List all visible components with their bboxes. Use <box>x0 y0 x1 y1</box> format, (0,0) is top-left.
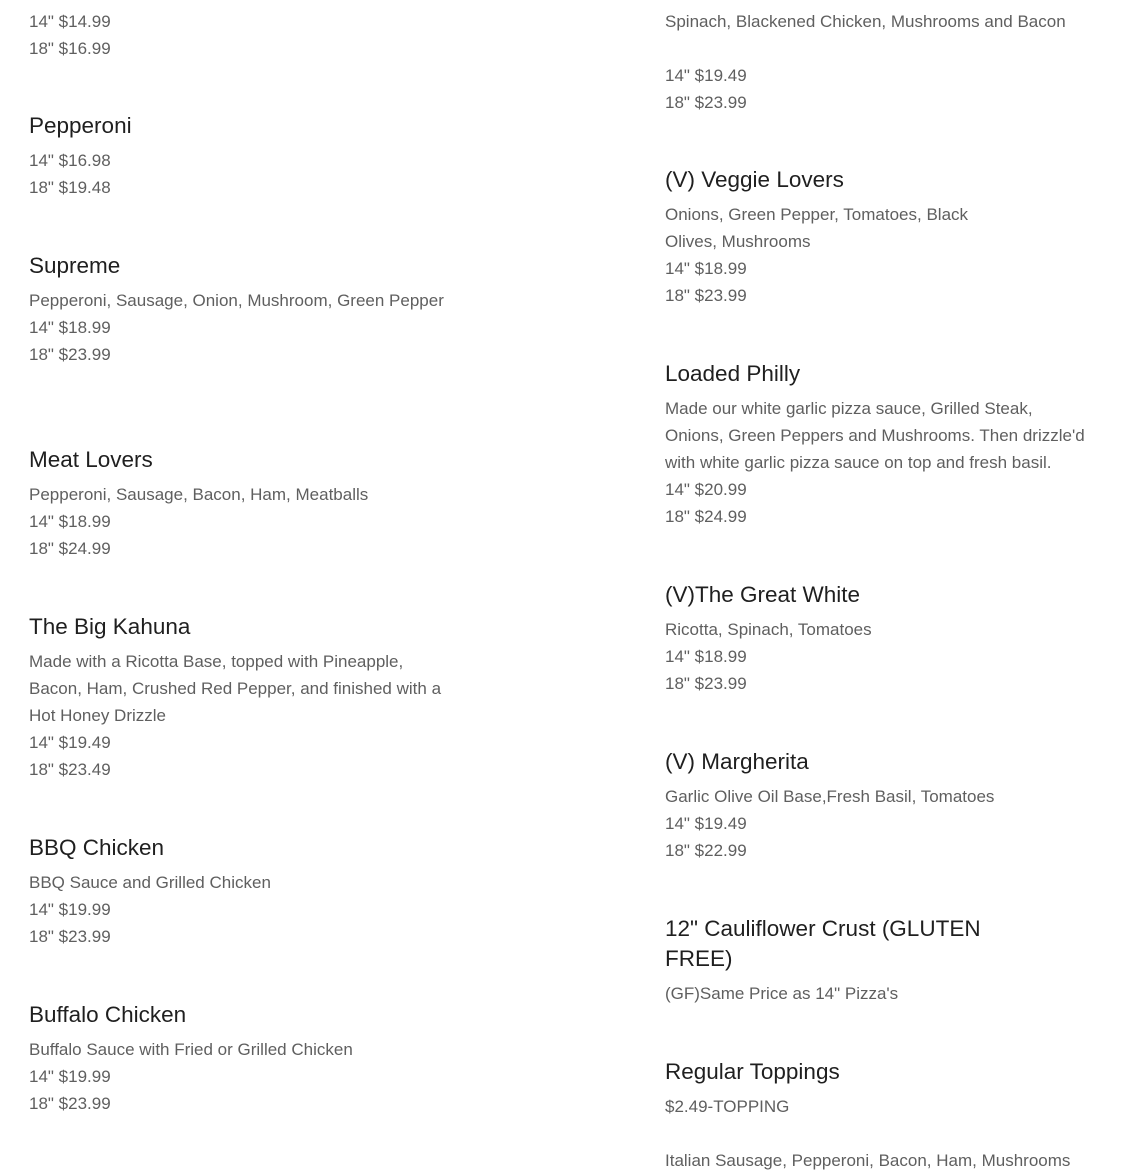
menu-item-title: Loaded Philly <box>665 361 801 386</box>
menu-item-meat-lovers <box>29 445 469 562</box>
description-line: Onions, Green Pepper, Tomatoes, Black <box>665 205 969 224</box>
price-line: 14" $19.49 <box>665 814 747 833</box>
price-line: 14" $19.99 <box>29 900 111 919</box>
price-line: 18" $23.99 <box>665 674 747 693</box>
description-line: Pepperoni, Sausage, Bacon, Ham, Meatballs <box>29 485 369 504</box>
menu-item-title: Meat Lovers <box>29 447 153 472</box>
price-line: 18" $22.99 <box>665 841 747 860</box>
menu-item-bbq-chicken <box>29 833 469 950</box>
price-line: 14" $19.99 <box>29 1067 111 1086</box>
price-line: 18" $19.48 <box>29 178 111 197</box>
price-line: 14" $18.99 <box>29 512 111 531</box>
menu-item-loaded-philly <box>665 359 1105 530</box>
menu-item-title: Pepperoni <box>29 113 132 138</box>
description-line: Olives, Mushrooms <box>665 232 811 251</box>
description-line: Pepperoni, Sausage, Onion, Mushroom, Green Pepper <box>29 291 444 310</box>
menu-item-title: (V) Margherita <box>665 749 809 774</box>
description-line: Hot Honey Drizzle <box>29 706 166 725</box>
menu-item-continued-right-items <box>665 8 1105 116</box>
price-line: 18" $23.99 <box>29 345 111 364</box>
price-line: 18" $23.99 <box>665 286 747 305</box>
description-line: Italian Sausage, Pepperoni, Bacon, Ham, Mushrooms <box>665 1151 1071 1170</box>
menu-item-title: (V) Veggie Lovers <box>665 167 844 192</box>
price-line: 18" $23.99 <box>29 927 111 946</box>
menu-item-v-the-great-white <box>665 580 1105 697</box>
price-line: 14" $20.99 <box>665 480 747 499</box>
description-line: Onions, Green Peppers and Mushrooms. Then drizzle'd <box>665 426 1085 445</box>
menu-item-title: (V)The Great White <box>665 582 861 607</box>
price-line: 14" $18.99 <box>665 647 747 666</box>
price-line: 18" $16.99 <box>29 39 111 58</box>
menu-item-regular-toppings <box>665 1057 1105 1174</box>
menu-item-continued-left-items <box>29 8 469 62</box>
menu-item-pepperoni <box>29 111 469 201</box>
description-line: Garlic Olive Oil Base,Fresh Basil, Tomatoes <box>665 787 995 806</box>
description-line: Ricotta, Spinach, Tomatoes <box>665 620 872 639</box>
description-line: Spinach, Blackened Chicken, Mushrooms and Bacon <box>665 12 1066 31</box>
menu-item-12-cauliflower-crust-gluten-free <box>665 914 1105 1007</box>
price-line: 14" $14.99 <box>29 12 111 31</box>
description-line: Made our white garlic pizza sauce, Grilled Steak, <box>665 399 1033 418</box>
menu-item-buffalo-chicken <box>29 1000 469 1117</box>
menu-item-v-margherita <box>665 747 1105 864</box>
menu-item-supreme <box>29 251 469 368</box>
description-line: Made with a Ricotta Base, topped with Pineapple, <box>29 652 404 671</box>
description-line: Buffalo Sauce with Fried or Grilled Chicken <box>29 1040 353 1059</box>
price-line: 14" $18.99 <box>29 318 111 337</box>
price-line: 14" $18.99 <box>665 259 747 278</box>
spacer <box>665 1120 1105 1147</box>
price-line: 18" $24.99 <box>665 507 747 526</box>
price-line: 14" $19.49 <box>29 733 111 752</box>
description-line: with white garlic pizza sauce on top and fresh basil. <box>665 453 1052 472</box>
description-line: Bacon, Ham, Crushed Red Pepper, and finished with a <box>29 679 442 698</box>
menu-item-title: The Big Kahuna <box>29 614 191 639</box>
menu-item-the-big-kahuna <box>29 612 469 783</box>
price-line: 18" $24.99 <box>29 539 111 558</box>
menu-item-title: Supreme <box>29 253 121 278</box>
menu-item-title: 12" Cauliflower Crust (GLUTEN FREE) <box>665 916 981 971</box>
price-line: 14" $19.49 <box>665 66 747 85</box>
menu-item-title: Regular Toppings <box>665 1059 840 1084</box>
menu-item-v-veggie-lovers <box>665 165 1105 309</box>
menu-item-title: BBQ Chicken <box>29 835 165 860</box>
price-line: 18" $23.99 <box>665 93 747 112</box>
menu-item-title: Buffalo Chicken <box>29 1002 187 1027</box>
price-line: 18" $23.49 <box>29 760 111 779</box>
description-line: (GF)Same Price as 14" Pizza's <box>665 984 899 1003</box>
price-line: 14" $16.98 <box>29 151 111 170</box>
description-line: BBQ Sauce and Grilled Chicken <box>29 873 271 892</box>
spacer <box>665 35 1105 62</box>
description-line: $2.49-TOPPING <box>665 1097 790 1116</box>
price-line: 18" $23.99 <box>29 1094 111 1113</box>
